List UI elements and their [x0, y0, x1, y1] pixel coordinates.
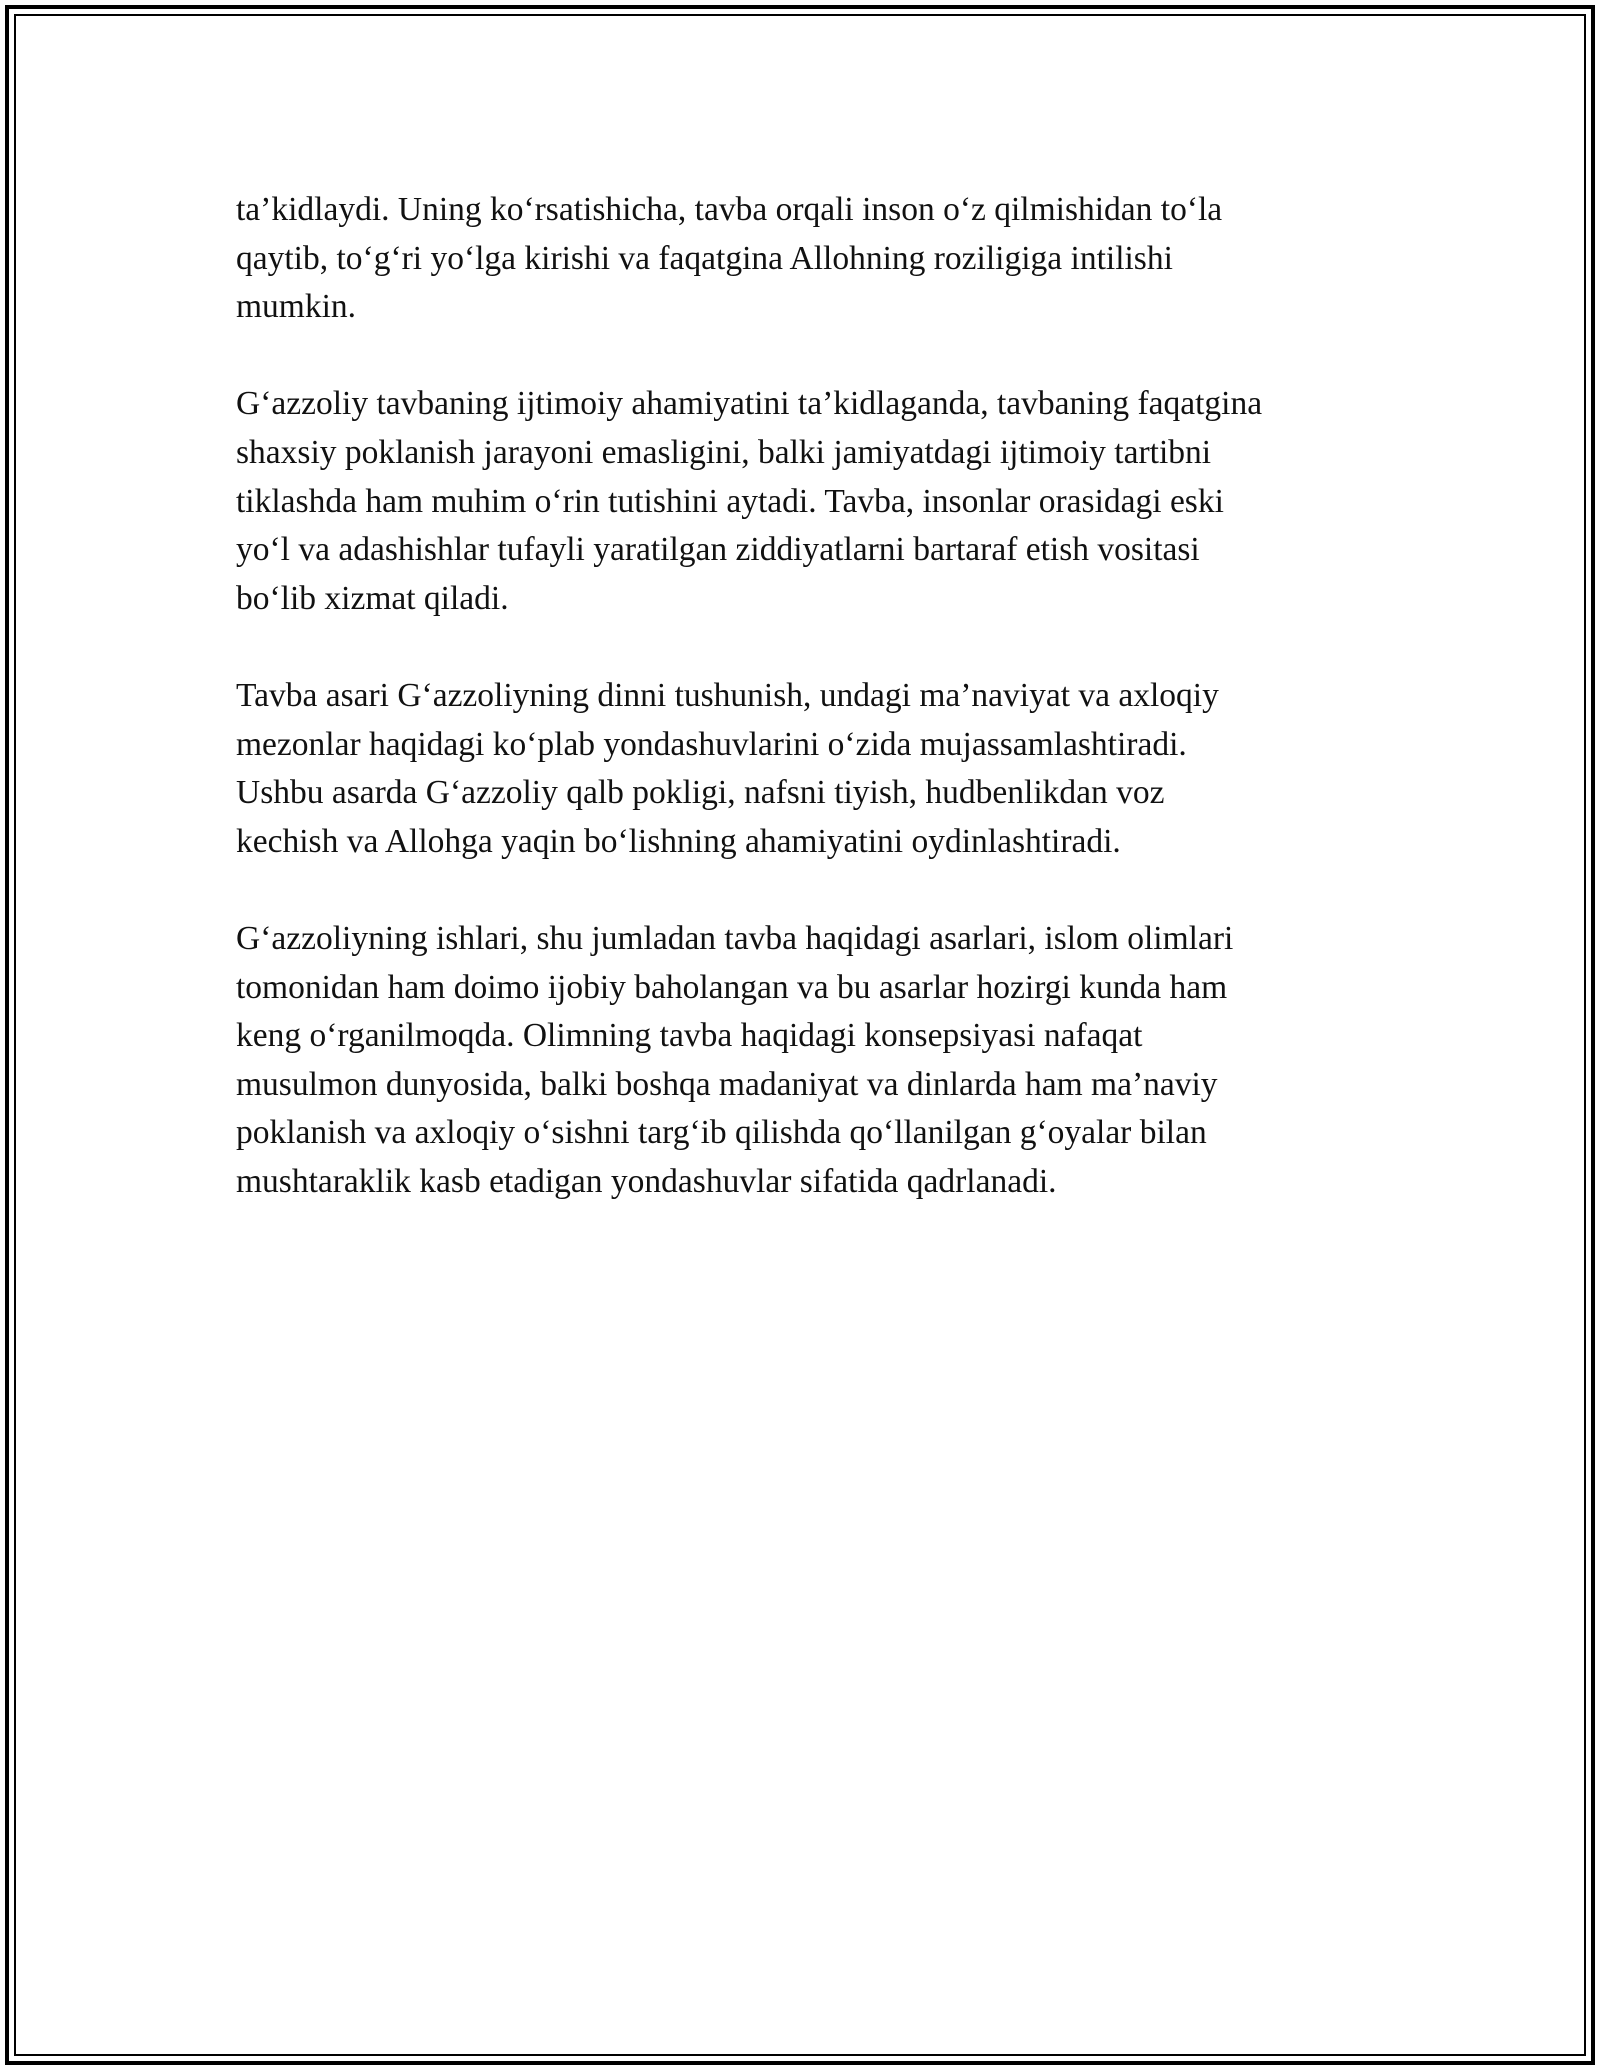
- document-body: [236, 186, 1366, 1255]
- paragraph-3: Tavba asari G‘azzoliyning dinni tushunish, undagi ma’naviyat va axloqiy mezonlar haqidagi ko‘plab yondashuvlarini o‘zida mujassamlashtiradi. Ushbu asarda G‘azzoliy qalb pokligi, nafsni tiyish, hudbenlikdan voz kechish va Allohga yaqin bo‘lishning ahamiyatini oydinlashtiradi.: [236, 676, 1219, 860]
- paragraph-2: G‘azzoliy tavbaning ijtimoiy ahamiyatini ta’kidlaganda, tavbaning faqatgina shaxsiy poklanish jarayoni emasligini, balki jamiyatdagi ijtimoiy tartibni tiklashda ham muhim o‘rin tutishini aytadi. Tavba, insonlar orasidagi eski yo‘l va adashishlar tufayli yaratilgan ziddiyatlarni bartaraf etish vositasi bo‘lib xizmat qiladi.: [236, 385, 1263, 617]
- paragraph-1: ta’kidlaydi. Uning ko‘rsatishicha, tavba orqali inson o‘z qilmishidan to‘la qaytib, to‘g‘ri yo‘lga kirishi va faqatgina Allohning roziligiga intilishi mumkin.: [236, 191, 1223, 326]
- paragraph-4: G‘azzoliyning ishlari, shu jumladan tavba haqidagi asarlari, islom olimlari tomonidan ham doimo ijobiy baholangan va bu asarlar hozirgi kunda ham keng o‘rganilmoqda. Olimning tavba haqidagi konsepsiyasi nafaqat musulmon dunyosida, balki boshqa madaniyat va dinlarda ham ma’naviy poklanish va axloqiy o‘sishni targ‘ib qilishda qo‘llanilgan g‘oyalar bilan mushtaraklik kasb etadigan yondashuvlar sifatida qadrlanadi.: [236, 919, 1234, 1200]
